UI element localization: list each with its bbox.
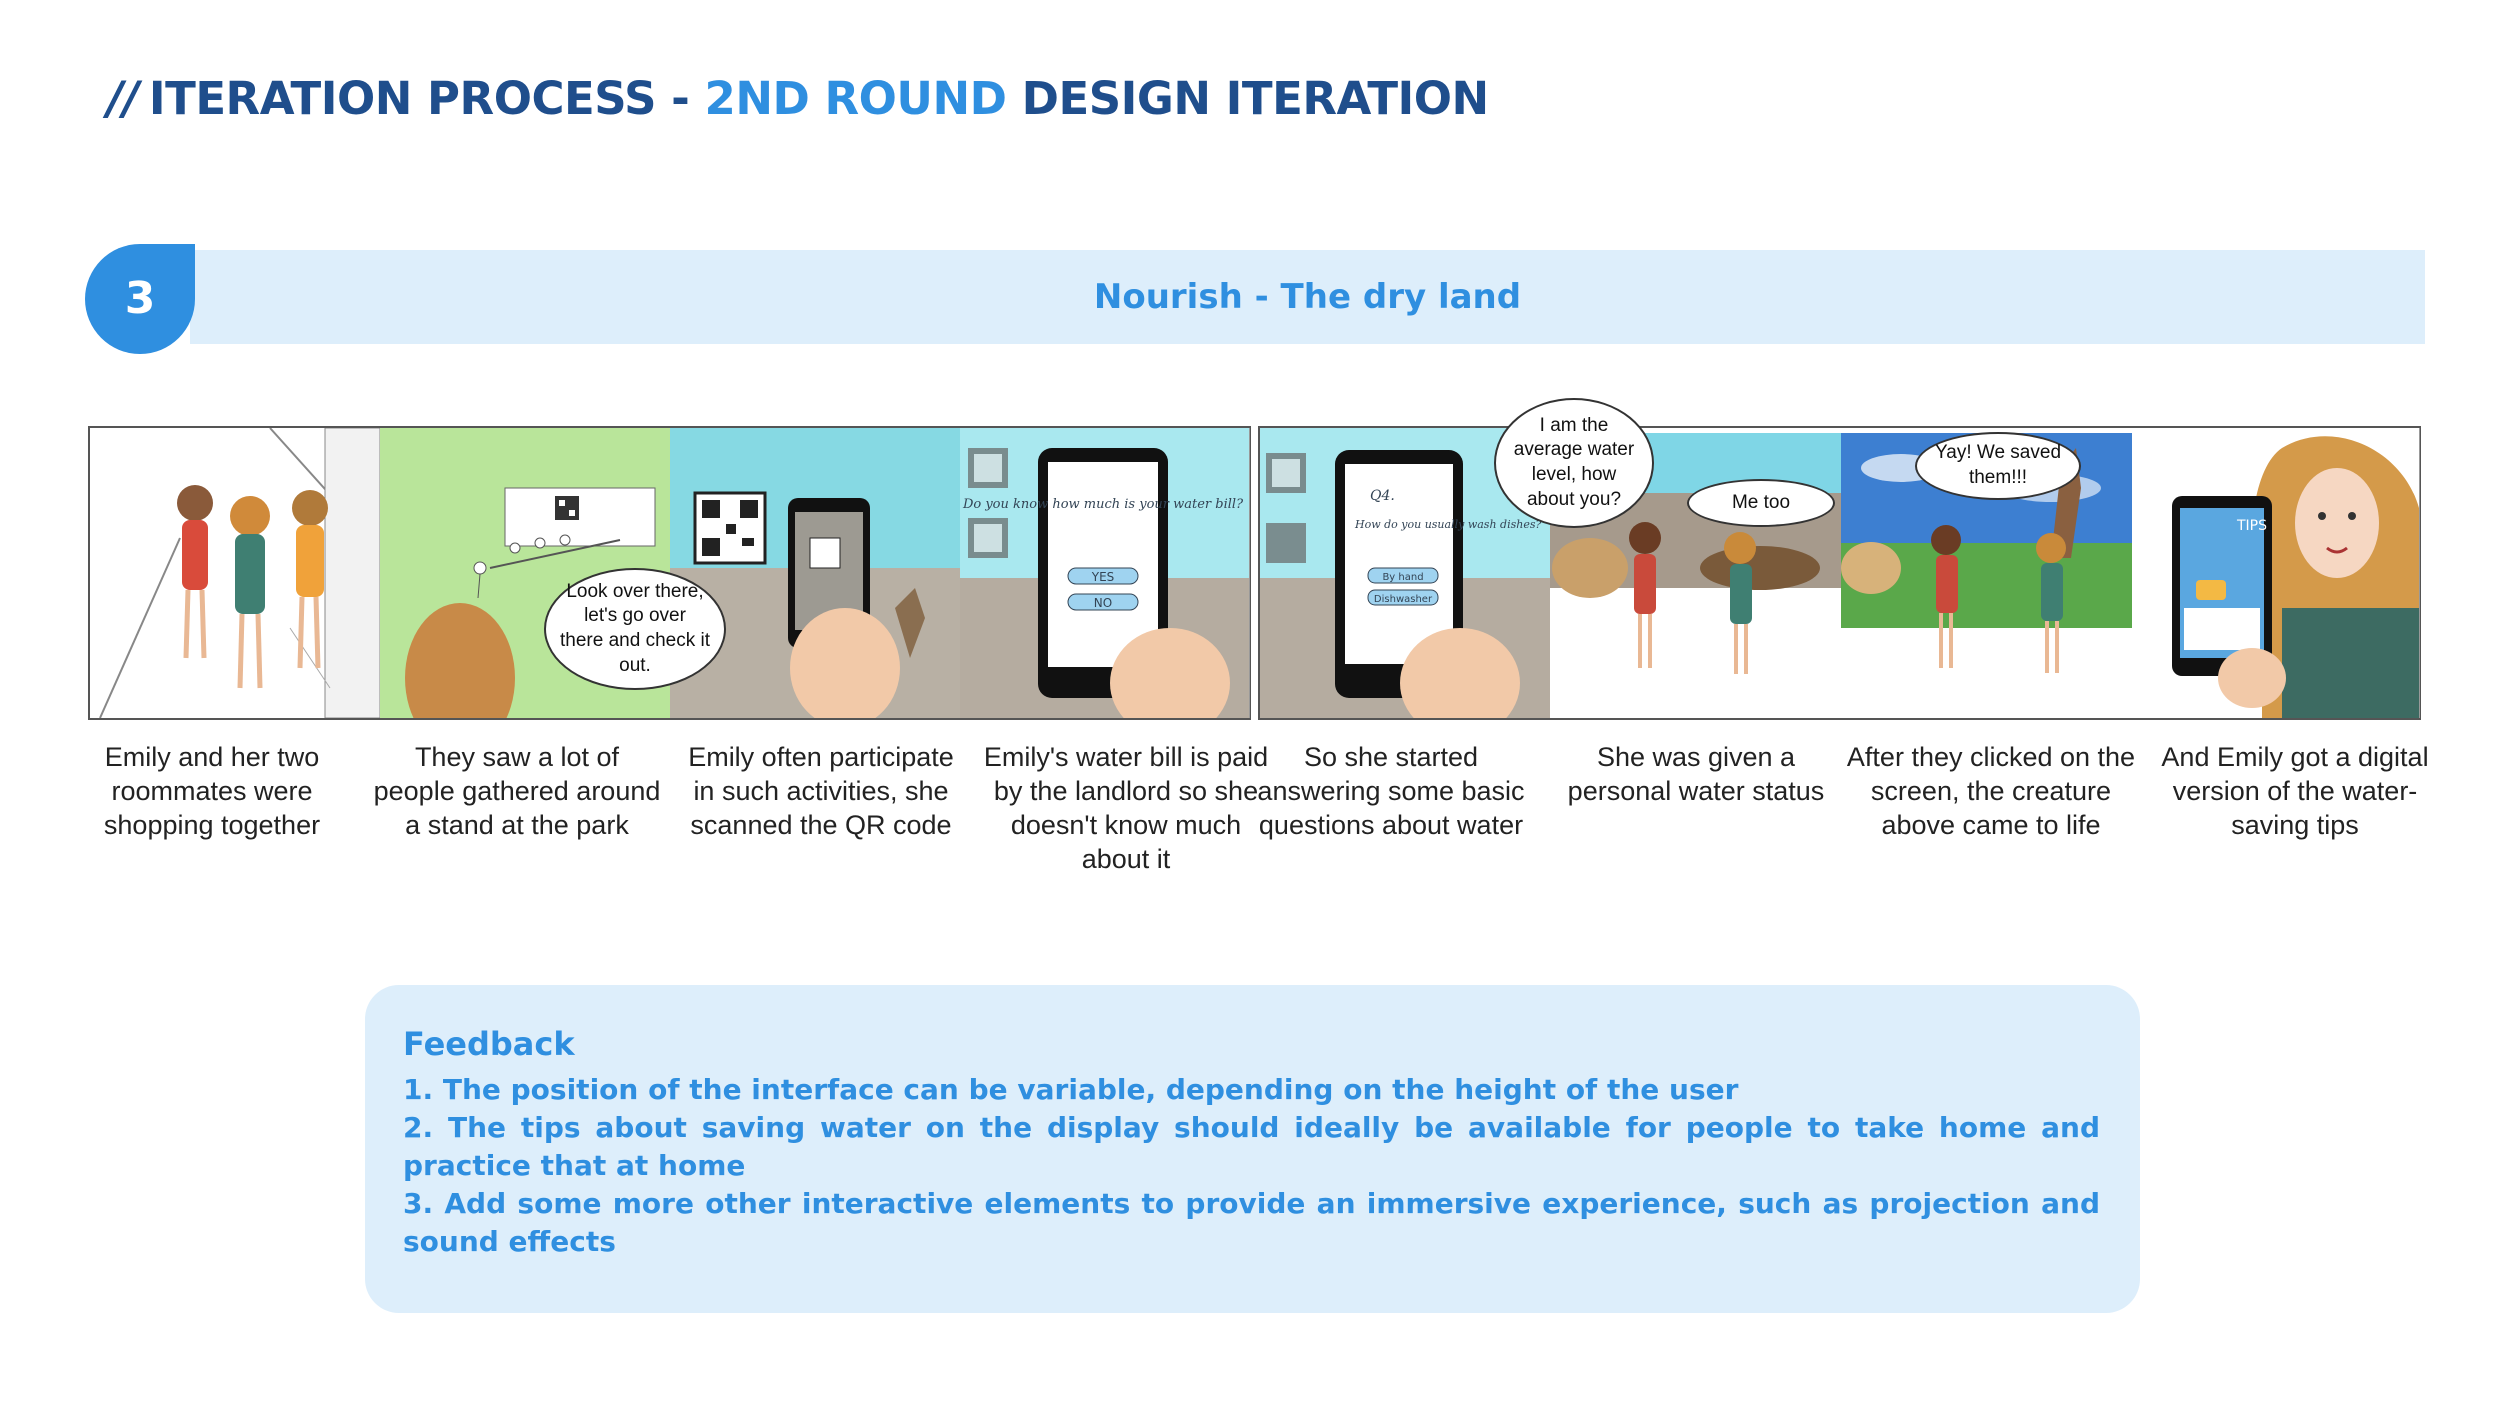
shopping-illustration xyxy=(90,428,380,718)
phone-question-text: Do you know how much is your water bill? xyxy=(962,497,1244,512)
phone-question-illustration xyxy=(960,428,1249,718)
feedback-item-1: 1. The position of the interface can be variable, depending on the height of the user xyxy=(403,1073,1739,1106)
section-title: Nourish - The dry land xyxy=(1093,277,1522,317)
phone-no-option: NO xyxy=(1093,596,1113,610)
storyboard-strip-1 xyxy=(88,426,1251,720)
feedback-item-2: 2. The tips about saving water on the display should ideally be available for people to take home and practice that at home xyxy=(403,1111,2100,1182)
storyboard-panel-8 xyxy=(2132,428,2420,718)
feedback-item-3: 3. Add some more other interactive elements to provide an immersive experience, such as projection and sound effects xyxy=(403,1187,2100,1258)
speech-bubble-look-over: Look over there, let's go over there and check it out. xyxy=(544,568,726,690)
phone-yes-option: YES xyxy=(1091,570,1115,584)
speech-bubble-me-too: Me too xyxy=(1687,479,1835,527)
storyboard-panel-3 xyxy=(670,428,961,718)
caption-4: Emily's water bill is paid by the landlord so she doesn't know much about it xyxy=(983,742,1269,875)
phone-q4-label: Q4. xyxy=(1370,488,1395,504)
svg-text:Do you know how much is your w xyxy=(962,497,1244,512)
phone-tips-label: TIPS xyxy=(2237,518,2268,534)
section-number: 3 xyxy=(124,273,156,324)
caption-6: She was given a personal water status xyxy=(1567,742,1825,807)
speech-bubble-yay: Yay! We saved them!!! xyxy=(1915,432,2081,500)
title-accent: 2ND ROUND xyxy=(704,72,1007,125)
feedback-title: Feedback xyxy=(403,1025,575,1063)
caption-3: Emily often participate in such activities, she scanned the QR code xyxy=(688,742,954,841)
caption-1: Emily and her two roommates were shopping together xyxy=(103,742,321,841)
storyboard-panel-1 xyxy=(90,428,381,718)
storyboard-panel-4 xyxy=(960,428,1250,718)
storyboard-strip-2 xyxy=(1258,414,2421,720)
title-part1: ITERATION PROCESS - xyxy=(148,72,705,125)
caption-7: After they clicked on the screen, the creature above came to life xyxy=(1846,742,2136,841)
title-part2: DESIGN ITERATION xyxy=(1006,72,1489,125)
section-banner xyxy=(190,250,2425,344)
speech-bubble-average-water: I am the average water level, how about you? xyxy=(1494,398,1654,528)
phone-dishwasher-option: Dishwasher xyxy=(1373,594,1433,605)
qr-scan-illustration xyxy=(670,428,960,718)
caption-8: And Emily got a digital version of the water-saving tips xyxy=(2161,742,2429,841)
feedback-box xyxy=(365,985,2140,1313)
page-title xyxy=(107,72,1489,125)
caption-2: They saw a lot of people gathered around a stand at the park xyxy=(373,742,661,841)
phone-by-hand-option: By hand xyxy=(1382,572,1424,583)
title-slashes: // xyxy=(107,72,139,125)
caption-5: So she started answering some basic questions about water xyxy=(1257,742,1525,841)
water-tips-illustration xyxy=(2132,428,2419,718)
phone-q4-question: How do you usually wash dishes? xyxy=(1355,518,1542,531)
